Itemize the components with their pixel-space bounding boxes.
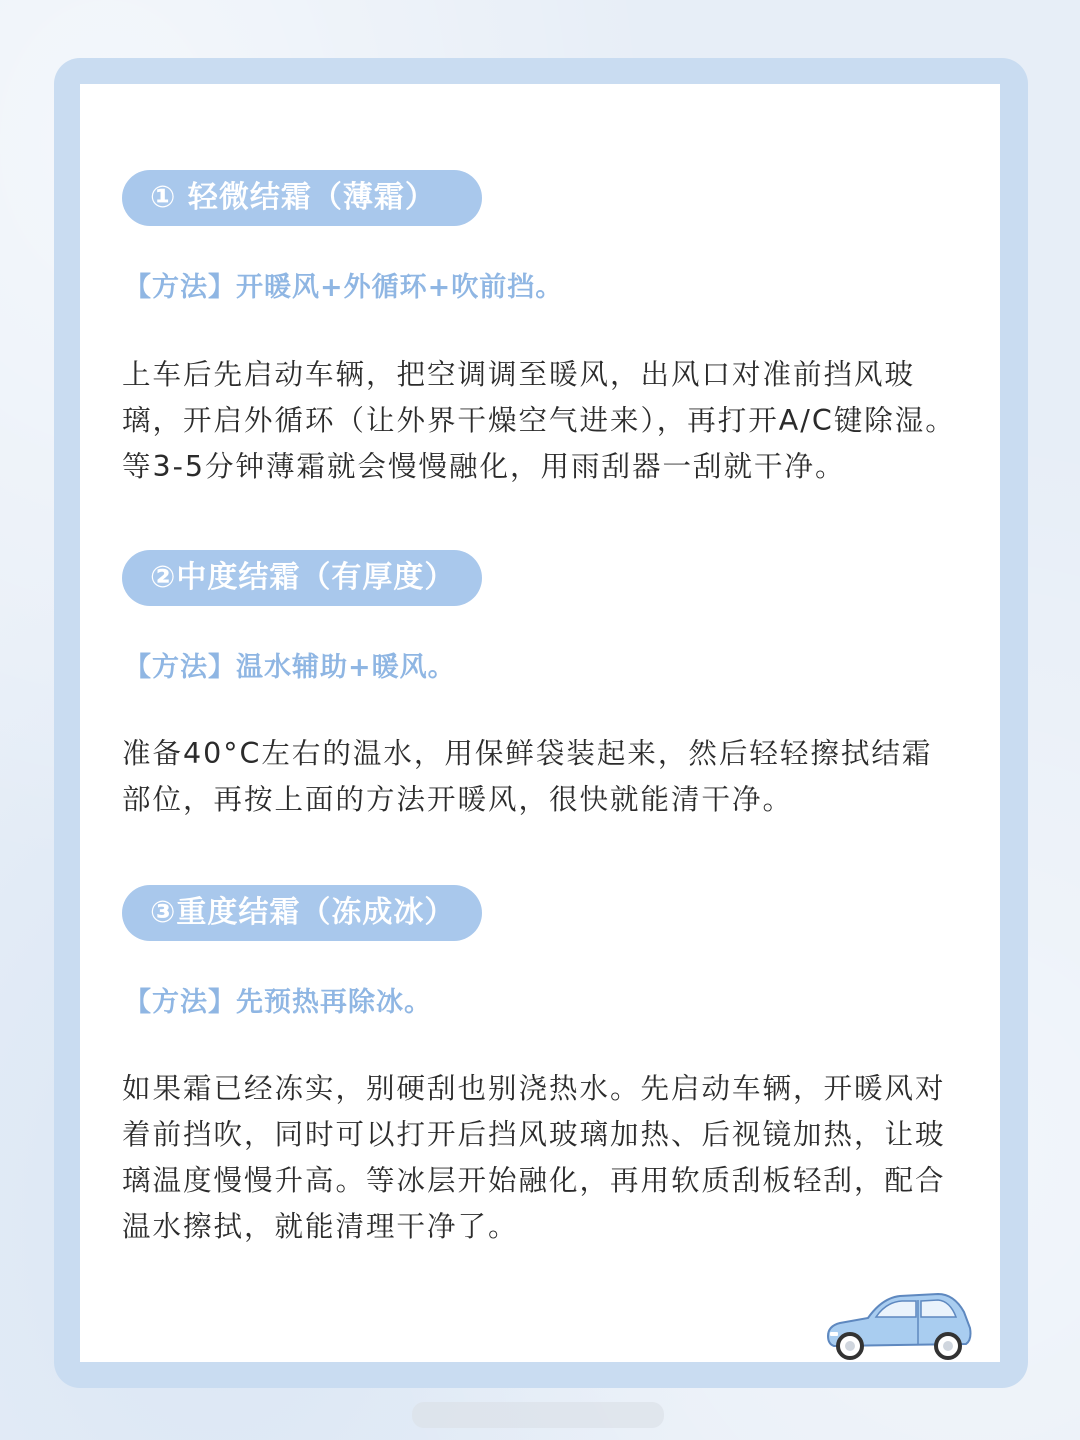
- body-text-1: 上车后先启动车辆，把空调调至暖风，出风口对准前挡风玻璃，开启外循环（让外界干燥空气进来），再打开A/C键除湿。等3-5分钟薄霜就会慢慢融化，用雨刮器一刮就干净。: [122, 358, 956, 483]
- body-text-3: 如果霜已经冻实，别硬刮也别浇热水。先启动车辆，开暖风对着前挡吹，同时可以打开后挡风玻璃加热、后视镜加热，让玻璃温度慢慢升高。等冰层开始融化，再用软质刮板轻刮，配合温水擦拭，就能清理干净了。: [122, 1072, 946, 1243]
- method-3: 【方法】先预热再除冰。: [124, 987, 432, 1018]
- method-2: 【方法】温水辅助+暖风。: [124, 652, 456, 683]
- watermark: [412, 1402, 664, 1428]
- method-1: 【方法】开暖风+外循环+吹前挡。: [124, 272, 564, 303]
- body-text-2: 准备40°C左右的温水，用保鲜袋装起来，然后轻轻擦拭结霜部位，再按上面的方法开暖风，很快就能清干净。: [122, 737, 933, 816]
- car-icon: [820, 1288, 976, 1362]
- section-title-1: ① 轻微结霜（薄霜）: [122, 170, 482, 226]
- section-title-2: ②中度结霜（有厚度）: [122, 550, 482, 606]
- section-title-3: ③重度结霜（冻成冰）: [122, 885, 482, 941]
